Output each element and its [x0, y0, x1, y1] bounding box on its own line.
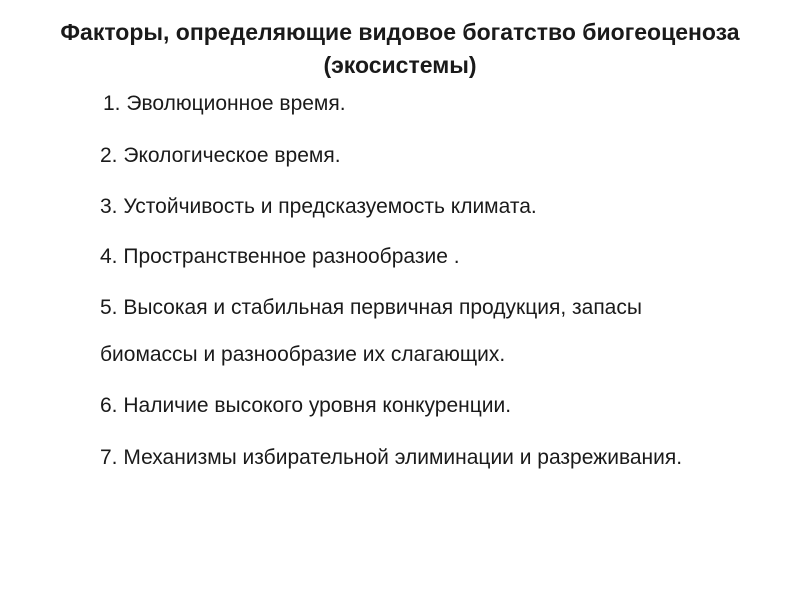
list-item-7: 7. Механизмы избирательной элиминации и разреживания.	[100, 446, 683, 469]
list-item-2: 2. Экологическое время.	[100, 144, 341, 167]
list-item-4: 4. Пространственное разнообразие .	[100, 245, 460, 268]
slide-title-line-1: Факторы, определяющие видовое богатство биогеоценоза	[60, 19, 740, 45]
list-item-3: 3. Устойчивость и предсказуемость климата.	[100, 195, 537, 218]
list-item-5: 5. Высокая и стабильная первичная продукция, запасы	[100, 296, 642, 319]
list-item-1: 1. Эволюционное время.	[103, 92, 346, 115]
list-item-5-continuation: биомассы и разнообразие их слагающих.	[100, 343, 506, 366]
slide-title	[0, 16, 800, 82]
slide-title-line-2: (экосистемы)	[323, 52, 477, 78]
list-item-6: 6. Наличие высокого уровня конкуренции.	[100, 394, 512, 417]
